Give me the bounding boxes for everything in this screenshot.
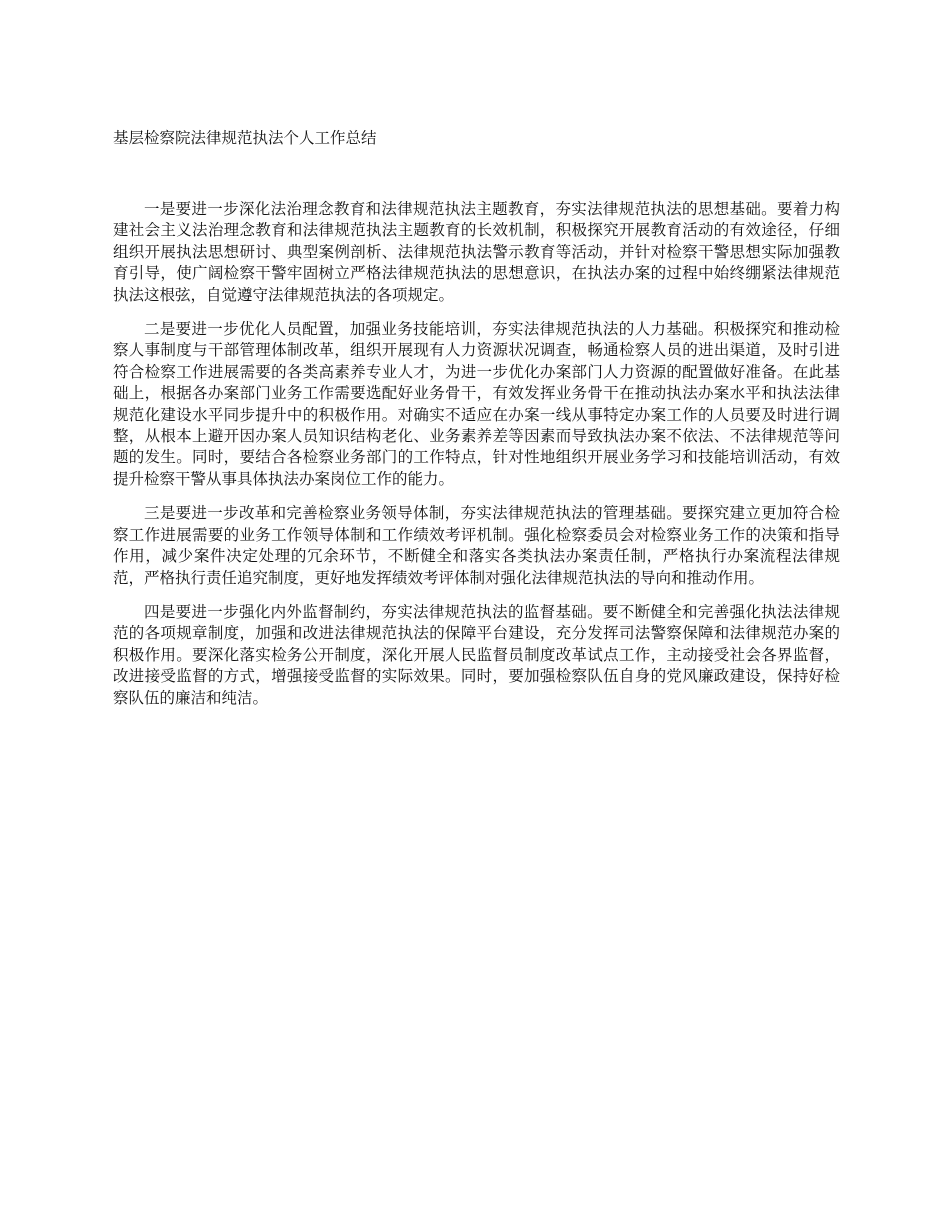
paragraph-1: 一是要进一步深化法治理念教育和法律规范执法主题教育，夯实法律规范执法的思想基础。要着力构建社会主义法治理念教育和法律规范执法主题教育的长效机制，积极探究开展教育活动的有效途径，仔细组织开展执法思想研讨、典型案例剖析、法律规范执法警示教育等活动，并针对检察干警思想实际加强教育引导，使广阔检察干警牢固树立严格法律规范执法的思想意识，在执法办案的过程中始终绷紧法律规范执法这根弦，自觉遵守法律规范执法的各项规定。	[113, 200, 840, 304]
paragraph-3: 三是要进一步改革和完善检察业务领导体制，夯实法律规范执法的管理基础。要探究建立更加符合检察工作进展需要的业务工作领导体制和工作绩效考评机制。强化检察委员会对检察业务工作的决策和指导作用，减少案件决定处理的冗余环节，不断健全和落实各类执法办案责任制，严格执行办案流程法律规范，严格执行责任追究制度，更好地发挥绩效考评体制对强化法律规范执法的导向和推动作用。	[113, 504, 840, 587]
paragraph-2: 二是要进一步优化人员配置，加强业务技能培训，夯实法律规范执法的人力基础。积极探究和推动检察人事制度与干部管理体制改革，组织开展现有人力资源状况调查，畅通检察人员的进出渠道，及时引进符合检察工作进展需要的各类高素养专业人才，为进一步优化办案部门人力资源的配置做好准备。在此基础上，根据各办案部门业务工作需要选配好业务骨干，有效发挥业务骨干在推动执法办案水平和执法法律规范化建设水平同步提升中的积极作用。对确实不适应在办案一线从事特定办案工作的人员要及时进行调整，从根本上避开因办案人员知识结构老化、业务素养差等因素而导致执法办案不依法、不法律规范等问题的发生。同时，要结合各检察业务部门的工作特点，针对性地组织开展业务学习和技能培训活动，有效提升检察干警从事具体执法办案岗位工作的能力。	[113, 320, 840, 488]
document-title: 基层检察院法律规范执法个人工作总结	[113, 129, 377, 147]
paragraph-4: 四是要进一步强化内外监督制约，夯实法律规范执法的监督基础。要不断健全和完善强化执法法律规范的各项规章制度，加强和改进法律规范执法的保障平台建设，充分发挥司法警察保障和法律规范办案的积极作用。要深化落实检务公开制度，深化开展人民监督员制度改革试点工作，主动接受社会各界监督，改进接受监督的方式，增强接受监督的实际效果。同时，要加强检察队伍自身的党风廉政建设，保持好检察队伍的廉洁和纯洁。	[113, 602, 840, 707]
document-body	[113, 199, 840, 722]
